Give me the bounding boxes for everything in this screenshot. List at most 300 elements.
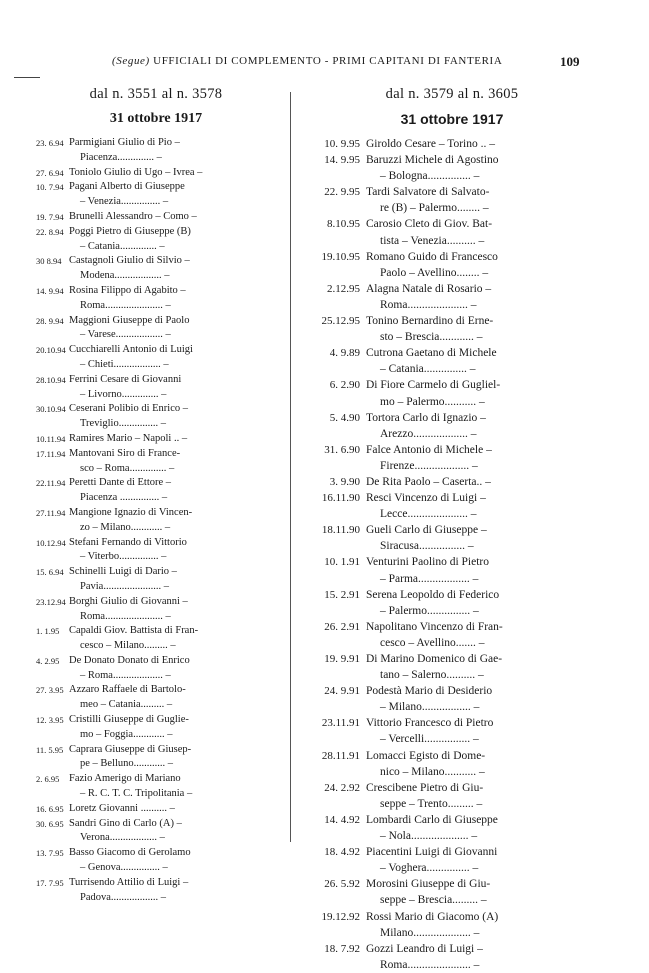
entry-first-line bbox=[36, 565, 276, 580]
officer-entry bbox=[36, 802, 276, 817]
entry-text: Schinelli Luigi di Dario – bbox=[69, 566, 177, 578]
officer-entry bbox=[36, 713, 276, 743]
officer-entry bbox=[36, 772, 276, 802]
entry-text: Pagani Alberto di Giuseppe bbox=[69, 181, 185, 193]
seniority-date: 26. 2.91 bbox=[324, 620, 360, 633]
entry-text: Caprara Giuseppe di Giusep- bbox=[69, 743, 192, 755]
entry-continuation-line bbox=[36, 328, 276, 343]
officer-entry bbox=[300, 909, 604, 941]
entry-continuation-line bbox=[36, 580, 276, 595]
officer-entry bbox=[300, 152, 604, 184]
entry-text: – Roma................... – bbox=[80, 669, 171, 681]
entry-first-line bbox=[36, 432, 276, 447]
entry-continuation-line bbox=[36, 639, 276, 654]
officer-entry bbox=[300, 345, 604, 377]
seniority-date: 27. 6.94 bbox=[36, 167, 64, 178]
running-head bbox=[112, 55, 502, 67]
officer-entry bbox=[36, 343, 276, 373]
entry-text: – Livorno.............. – bbox=[80, 388, 167, 400]
officer-entry bbox=[300, 619, 604, 651]
entry-text: Resci Vincenzo di Luigi – bbox=[366, 492, 486, 505]
right-column bbox=[300, 86, 604, 973]
entry-text: Giroldo Cesare – Torino .. – bbox=[366, 138, 495, 150]
entry-text: pe – Belluno............ – bbox=[80, 758, 174, 770]
entry-continuation-line bbox=[36, 299, 276, 314]
seniority-date: 24. 9.91 bbox=[324, 685, 360, 698]
officer-entry bbox=[36, 654, 276, 684]
officer-entry bbox=[300, 812, 604, 844]
seniority-date: 28.10.94 bbox=[36, 374, 66, 385]
entry-text: cesco – Milano......... – bbox=[80, 640, 176, 652]
entry-first-line bbox=[300, 812, 604, 828]
entry-first-line bbox=[300, 345, 604, 361]
entry-continuation-line bbox=[300, 635, 604, 651]
entry-text: Mangione Ignazio di Vincen- bbox=[69, 506, 193, 518]
entry-text: Pavia...................... – bbox=[80, 580, 169, 592]
entry-text: Loretz Giovanni .......... – bbox=[69, 802, 175, 814]
entry-text: Roma...................... – bbox=[80, 610, 171, 622]
entry-text: Tortora Carlo di Ignazio – bbox=[366, 411, 486, 424]
entry-first-line bbox=[36, 506, 276, 521]
seniority-date: 20.10.94 bbox=[36, 345, 66, 356]
entry-text: Firenze................... – bbox=[380, 459, 478, 472]
entry-first-line bbox=[300, 941, 604, 957]
seniority-date: 10. 9.95 bbox=[324, 138, 360, 150]
entry-text: Azzaro Raffaele di Bartolo- bbox=[69, 684, 186, 696]
entry-text: Verona.................. – bbox=[80, 832, 165, 844]
seniority-date: 16.11.90 bbox=[321, 492, 360, 505]
entry-text: Cucchiarelli Antonio di Luigi bbox=[69, 344, 193, 356]
entry-continuation-line bbox=[300, 506, 604, 522]
entry-text: Arezzo................... – bbox=[380, 427, 477, 440]
entry-text: De Donato Donato di Enrico bbox=[69, 654, 190, 666]
entry-text: Roma...................... – bbox=[80, 299, 171, 311]
entry-text: Tardi Salvatore di Salvato- bbox=[366, 186, 490, 199]
left-column bbox=[36, 86, 276, 905]
officer-entry bbox=[36, 254, 276, 284]
officer-entry bbox=[36, 595, 276, 625]
entry-continuation-line bbox=[300, 892, 604, 908]
seniority-date: 22.11.94 bbox=[36, 478, 66, 489]
entry-continuation-line bbox=[300, 200, 604, 216]
entry-continuation-line bbox=[300, 361, 604, 377]
entry-continuation-line bbox=[300, 699, 604, 715]
entry-first-line bbox=[300, 442, 604, 458]
entry-first-line bbox=[300, 281, 604, 297]
seniority-date: 28. 9.94 bbox=[36, 315, 64, 326]
running-header bbox=[0, 55, 649, 75]
entry-text: Falce Antonio di Michele – bbox=[366, 443, 492, 456]
seniority-date: 28.11.91 bbox=[321, 749, 360, 762]
seniority-date: 23.12.94 bbox=[36, 596, 66, 607]
entry-text: Serena Leopoldo di Federico bbox=[366, 588, 500, 601]
entry-text: – Chieti.................. – bbox=[80, 358, 169, 370]
entry-first-line bbox=[300, 522, 604, 538]
seniority-date: 6. 2.90 bbox=[329, 379, 360, 392]
entry-text: Treviglio............... – bbox=[80, 418, 166, 430]
entry-text: Basso Giacomo di Gerolamo bbox=[69, 847, 191, 859]
entry-first-line bbox=[36, 713, 276, 728]
officer-entry bbox=[300, 876, 604, 908]
entry-text: Padova.................. – bbox=[80, 891, 167, 903]
entry-first-line bbox=[300, 651, 604, 667]
page-number: 109 bbox=[560, 54, 580, 69]
entry-text: Rossi Mario di Giacomo (A) bbox=[366, 910, 499, 923]
seniority-date: 17. 7.95 bbox=[36, 877, 64, 888]
entry-text: cesco – Avellino....... – bbox=[380, 636, 485, 649]
entry-continuation-line bbox=[300, 957, 604, 973]
entry-text: Gueli Carlo di Giuseppe – bbox=[366, 524, 487, 537]
entry-continuation-line bbox=[36, 728, 276, 743]
seniority-date: 19. 7.94 bbox=[36, 211, 64, 222]
entry-text: Cristilli Giuseppe di Guglie- bbox=[69, 714, 189, 726]
entry-text: Castagnoli Giulio di Silvio – bbox=[69, 255, 190, 267]
entry-continuation-line bbox=[300, 394, 604, 410]
officer-entry bbox=[36, 743, 276, 773]
officer-entry bbox=[36, 565, 276, 595]
entry-continuation-line bbox=[36, 891, 276, 906]
officer-entry bbox=[300, 587, 604, 619]
entry-text: – Venezia............... – bbox=[80, 196, 169, 208]
entry-continuation-line bbox=[300, 828, 604, 844]
entry-first-line bbox=[36, 284, 276, 299]
entry-continuation-line bbox=[36, 757, 276, 772]
entry-first-line bbox=[300, 410, 604, 426]
entry-text: Modena.................. – bbox=[80, 270, 170, 282]
seniority-date: 18. 7.92 bbox=[324, 942, 360, 955]
entry-text: Maggioni Giuseppe di Paolo bbox=[69, 314, 190, 326]
entry-continuation-line bbox=[300, 329, 604, 345]
entry-continuation-line bbox=[300, 458, 604, 474]
entry-text: Napolitano Vincenzo di Fran- bbox=[366, 620, 503, 633]
entry-text: nico – Milano........... – bbox=[380, 765, 485, 778]
entry-text: Romano Guido di Francesco bbox=[366, 250, 498, 263]
entry-continuation-line bbox=[300, 168, 604, 184]
entry-first-line bbox=[300, 619, 604, 635]
entry-first-line bbox=[300, 909, 604, 925]
officer-entry bbox=[36, 402, 276, 432]
officer-entry bbox=[300, 490, 604, 522]
entry-continuation-line bbox=[36, 388, 276, 403]
seniority-date: 3. 9.90 bbox=[329, 475, 360, 488]
entry-text: – Nola.................... – bbox=[380, 830, 478, 843]
entry-text: Cutrona Gaetano di Michele bbox=[366, 347, 497, 360]
seniority-date: 27. 3.95 bbox=[36, 685, 64, 696]
entry-text: seppe – Brescia......... – bbox=[380, 894, 487, 907]
entry-text: re (B) – Palermo........ – bbox=[380, 202, 489, 215]
entry-continuation-line bbox=[300, 233, 604, 249]
entry-text: – Milano................. – bbox=[380, 701, 480, 714]
entry-first-line bbox=[300, 683, 604, 699]
entry-first-line bbox=[300, 216, 604, 232]
entry-continuation-line bbox=[36, 417, 276, 432]
entry-text: Capaldi Giov. Battista di Fran- bbox=[69, 625, 199, 637]
entry-first-line bbox=[36, 210, 276, 225]
seniority-date: 14. 9.94 bbox=[36, 285, 64, 296]
entry-text: sco – Roma.............. – bbox=[80, 462, 175, 474]
seniority-date: 4. 2.95 bbox=[36, 655, 60, 666]
officer-entry bbox=[300, 844, 604, 876]
seniority-date: 4. 9.89 bbox=[329, 347, 360, 360]
entry-continuation-line bbox=[300, 667, 604, 683]
entry-continuation-line bbox=[36, 240, 276, 255]
entry-text: tano – Salerno.......... – bbox=[380, 669, 484, 682]
seniority-date: 18.11.90 bbox=[321, 524, 360, 537]
entry-text: – Parma.................. – bbox=[380, 572, 479, 585]
seniority-date: 10. 7.94 bbox=[36, 182, 64, 193]
left-date-heading: 31 ottobre 1917 bbox=[109, 111, 203, 126]
entry-text: Peretti Dante di Ettore – bbox=[69, 477, 172, 489]
seniority-date: 13. 7.95 bbox=[36, 848, 64, 859]
officer-entry bbox=[36, 846, 276, 876]
entry-continuation-line bbox=[36, 610, 276, 625]
entry-continuation-line bbox=[36, 195, 276, 210]
right-date-heading: 31 ottobre 1917 bbox=[400, 111, 504, 127]
entry-text: Vittorio Francesco di Pietro bbox=[366, 717, 494, 730]
entry-continuation-line bbox=[300, 731, 604, 747]
entry-first-line bbox=[36, 314, 276, 329]
entry-first-line bbox=[36, 402, 276, 417]
officer-entry bbox=[300, 216, 604, 248]
officer-entry bbox=[36, 506, 276, 536]
entry-text: Gozzi Leandro di Luigi – bbox=[366, 942, 483, 955]
officer-entry bbox=[36, 373, 276, 403]
entry-text: Poggi Pietro di Giuseppe (B) bbox=[69, 225, 191, 237]
officer-entry bbox=[300, 474, 604, 490]
entry-continuation-line bbox=[36, 269, 276, 284]
entry-text: Lecce..................... – bbox=[380, 508, 477, 521]
entry-first-line bbox=[36, 136, 276, 151]
entry-continuation-line bbox=[36, 861, 276, 876]
entry-text: Piacenza ............... – bbox=[80, 492, 168, 504]
entry-continuation-line bbox=[36, 521, 276, 536]
entry-first-line bbox=[36, 624, 276, 639]
officer-entry bbox=[36, 284, 276, 314]
entry-text: – Catania............... – bbox=[380, 363, 476, 376]
entry-text: Di Fiore Carmelo di Gugliel- bbox=[366, 379, 501, 392]
seniority-date: 22. 9.95 bbox=[324, 186, 360, 199]
seniority-date: 23.11.91 bbox=[321, 717, 360, 730]
officer-entry bbox=[300, 442, 604, 474]
entry-first-line bbox=[300, 490, 604, 506]
seniority-date: 27.11.94 bbox=[36, 507, 66, 518]
entry-continuation-line bbox=[36, 491, 276, 506]
entry-first-line bbox=[300, 587, 604, 603]
entry-text: – Vercelli................ – bbox=[380, 733, 479, 746]
entry-text: Brunelli Alessandro – Como – bbox=[69, 210, 197, 222]
entry-continuation-line bbox=[300, 796, 604, 812]
entry-first-line bbox=[36, 447, 276, 462]
seniority-date: 11. 5.95 bbox=[36, 744, 64, 755]
entry-text: Ceserani Polibio di Enrico – bbox=[69, 403, 188, 415]
officer-entry bbox=[36, 683, 276, 713]
seniority-date: 17.11.94 bbox=[36, 448, 66, 459]
seniority-date: 23. 6.94 bbox=[36, 138, 64, 148]
entry-text: Carosio Cleto di Giov. Bat- bbox=[366, 218, 493, 231]
entry-first-line bbox=[36, 846, 276, 861]
entry-text: Borghi Giulio di Giovanni – bbox=[69, 595, 188, 607]
left-entry-list bbox=[36, 136, 276, 905]
officer-entry bbox=[36, 447, 276, 477]
entry-continuation-line bbox=[300, 860, 604, 876]
officer-entry bbox=[36, 166, 276, 181]
officer-entry bbox=[36, 210, 276, 225]
entry-continuation-line bbox=[300, 538, 604, 554]
officer-entry bbox=[36, 225, 276, 255]
entry-first-line bbox=[36, 654, 276, 669]
entry-text: – Genova............... – bbox=[80, 862, 168, 874]
entry-text: Fazio Amerigo di Mariano bbox=[69, 773, 181, 785]
officer-entry bbox=[36, 180, 276, 210]
column-divider bbox=[290, 92, 291, 842]
seniority-date: 15. 6.94 bbox=[36, 567, 64, 578]
officer-entry bbox=[36, 314, 276, 344]
entry-first-line bbox=[36, 343, 276, 358]
seniority-date: 16. 6.95 bbox=[36, 803, 64, 814]
officer-entry bbox=[300, 377, 604, 409]
header-rule bbox=[14, 77, 40, 78]
entry-text: Lomacci Egisto di Dome- bbox=[366, 749, 486, 762]
entry-text: Milano.................... – bbox=[380, 926, 480, 939]
entry-text: Tonino Bernardino di Erne- bbox=[366, 315, 494, 328]
seniority-date: 10.11.94 bbox=[36, 433, 66, 444]
seniority-date: 18. 4.92 bbox=[324, 846, 360, 859]
officer-entry bbox=[300, 249, 604, 281]
entry-text: De Rita Paolo – Caserta.. – bbox=[366, 475, 491, 488]
officer-entry bbox=[300, 136, 604, 152]
officer-entry bbox=[300, 683, 604, 715]
entry-text: Baruzzi Michele di Agostino bbox=[366, 154, 499, 167]
entry-text: sto – Brescia............ – bbox=[380, 331, 483, 344]
entry-text: Sandri Gino di Carlo (A) – bbox=[69, 817, 182, 829]
entry-first-line bbox=[36, 180, 276, 195]
officer-entry bbox=[36, 876, 276, 906]
entry-text: Ferrini Cesare di Giovanni bbox=[69, 373, 182, 385]
entry-text: meo – Catania......... – bbox=[80, 699, 173, 711]
entry-continuation-line bbox=[36, 669, 276, 684]
entry-first-line bbox=[36, 373, 276, 388]
entry-text: seppe – Trento......... – bbox=[380, 797, 483, 810]
entry-first-line bbox=[300, 876, 604, 892]
officer-entry bbox=[36, 136, 276, 166]
right-entry-list bbox=[300, 136, 604, 973]
officer-entry bbox=[300, 184, 604, 216]
seniority-date: 25.12.95 bbox=[321, 315, 360, 328]
entry-continuation-line bbox=[300, 265, 604, 281]
entry-text: – R. C. T. C. Tripolitania – bbox=[80, 788, 193, 800]
entry-continuation-line bbox=[300, 571, 604, 587]
entry-continuation-line bbox=[36, 698, 276, 713]
entry-first-line bbox=[36, 254, 276, 269]
entry-first-line bbox=[36, 595, 276, 610]
officer-entry bbox=[300, 651, 604, 683]
seniority-date: 30.10.94 bbox=[36, 404, 66, 415]
seniority-date: 5. 4.90 bbox=[329, 411, 360, 424]
entry-text: – Varese.................. – bbox=[80, 329, 171, 341]
seniority-date: 2.12.95 bbox=[327, 282, 360, 295]
running-head-title: UFFICIALI DI COMPLEMENTO - PRIMI CAPITANI DI FANTERIA bbox=[153, 55, 503, 67]
entry-text: Parmigiani Giulio di Pio – bbox=[69, 137, 180, 148]
officer-entry bbox=[36, 476, 276, 506]
entry-first-line bbox=[36, 817, 276, 832]
entry-text: mo – Foggia............ – bbox=[80, 728, 173, 740]
seniority-date: 30 8.94 bbox=[36, 256, 62, 267]
seniority-date: 14. 9.95 bbox=[324, 154, 360, 167]
entry-text: Ramires Mario – Napoli .. – bbox=[69, 432, 188, 444]
entry-first-line bbox=[300, 474, 604, 490]
officer-entry bbox=[36, 536, 276, 566]
entry-text: Roma..................... – bbox=[380, 298, 477, 311]
seniority-date: 19. 9.91 bbox=[324, 653, 360, 665]
entry-first-line bbox=[300, 313, 604, 329]
entry-text: – Catania.............. – bbox=[80, 240, 165, 252]
entry-text: Toniolo Giulio di Ugo – Ivrea – bbox=[69, 166, 203, 178]
officer-entry bbox=[300, 941, 604, 973]
entry-text: Podestà Mario di Desiderio bbox=[366, 685, 493, 698]
officer-entry bbox=[36, 624, 276, 654]
entry-text: zo – Milano............ – bbox=[80, 521, 171, 533]
entry-text: Siracusa................ – bbox=[380, 540, 474, 553]
entry-text: Paolo – Avellino........ – bbox=[380, 266, 489, 279]
entry-continuation-line bbox=[300, 426, 604, 442]
entry-first-line bbox=[300, 249, 604, 265]
officer-entry bbox=[300, 748, 604, 780]
seniority-date: 19.10.95 bbox=[321, 250, 360, 263]
seniority-date: 1. 1.95 bbox=[36, 626, 60, 637]
officer-entry bbox=[36, 817, 276, 847]
entry-text: Mantovani Siro di France- bbox=[69, 447, 181, 459]
entry-first-line bbox=[300, 377, 604, 393]
seniority-date: 14. 4.92 bbox=[324, 813, 360, 826]
entry-continuation-line bbox=[36, 358, 276, 373]
running-head-prefix: (Segue) bbox=[112, 55, 150, 67]
entry-text: Turrisendo Attilio di Luigi – bbox=[69, 876, 189, 888]
entry-continuation-line bbox=[300, 764, 604, 780]
entry-first-line bbox=[36, 772, 276, 787]
entry-text: Piacentini Luigi di Giovanni bbox=[366, 846, 498, 859]
entry-continuation-line bbox=[36, 550, 276, 565]
entry-text: mo – Palermo........... – bbox=[380, 395, 485, 408]
right-range-heading: dal n. 3579 al n. 3605 bbox=[385, 86, 519, 102]
entry-text: Rosina Filippo di Agabito – bbox=[69, 284, 186, 296]
entry-text: – Voghera............... – bbox=[380, 862, 479, 875]
entry-first-line bbox=[36, 683, 276, 698]
left-range-heading: dal n. 3551 al n. 3578 bbox=[89, 86, 223, 102]
entry-first-line bbox=[36, 476, 276, 491]
entry-first-line bbox=[300, 715, 604, 731]
entry-continuation-line bbox=[36, 151, 276, 166]
entry-first-line bbox=[300, 152, 604, 168]
seniority-date: 2. 6.95 bbox=[36, 774, 60, 785]
seniority-date: 22. 8.94 bbox=[36, 226, 64, 237]
entry-first-line bbox=[36, 536, 276, 551]
seniority-date: 10. 1.91 bbox=[324, 556, 360, 569]
entry-text: tista – Venezia.......... – bbox=[380, 234, 485, 247]
entry-first-line bbox=[36, 802, 276, 817]
entry-text: – Bologna............... – bbox=[380, 170, 480, 183]
officer-entry bbox=[300, 522, 604, 554]
entry-first-line bbox=[300, 554, 604, 570]
entry-text: Piacenza.............. – bbox=[80, 151, 162, 163]
entry-text: Stefani Fernando di Vittorio bbox=[69, 536, 187, 548]
entry-continuation-line bbox=[36, 831, 276, 846]
entry-continuation-line bbox=[36, 462, 276, 477]
entry-continuation-line bbox=[36, 787, 276, 802]
entry-first-line bbox=[36, 743, 276, 758]
officer-entry bbox=[36, 432, 276, 447]
entry-text: Venturini Paolino di Pietro bbox=[366, 556, 489, 569]
entry-first-line bbox=[300, 780, 604, 796]
